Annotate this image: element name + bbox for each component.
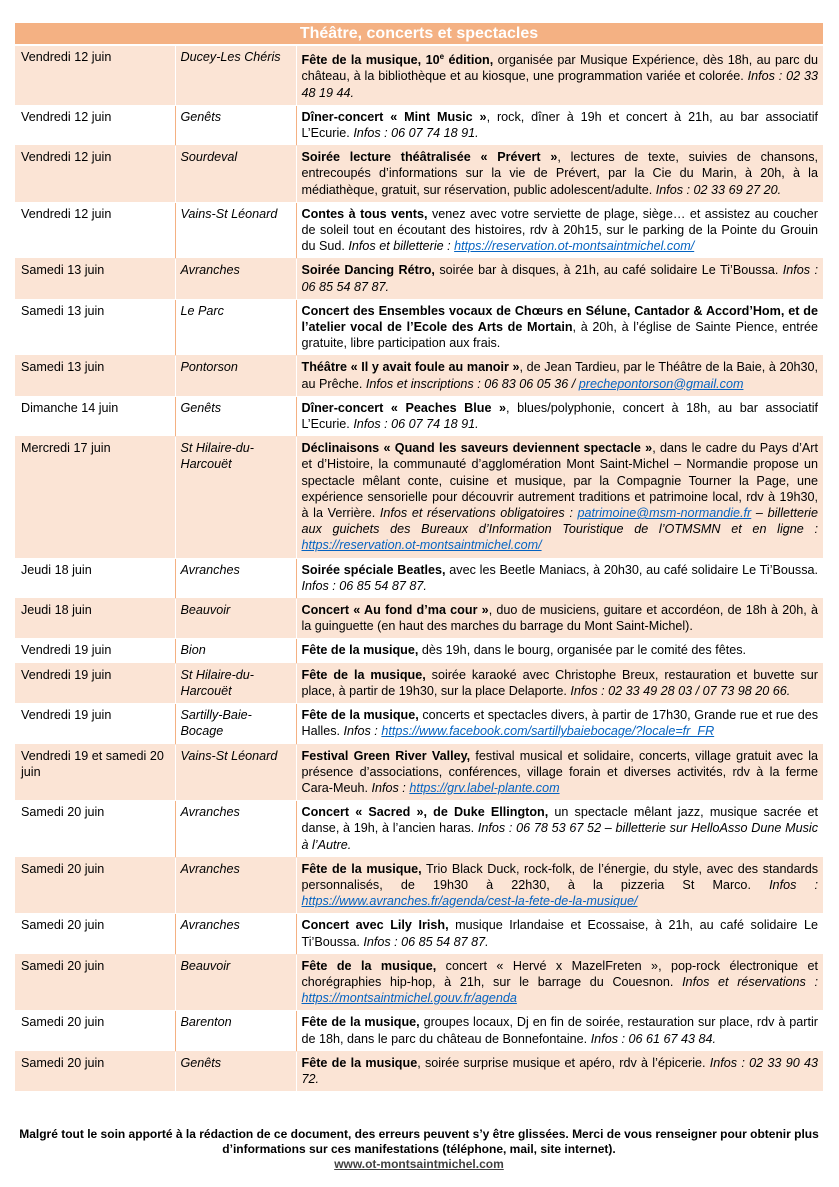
event-date: Vendredi 12 juin (15, 202, 175, 259)
event-place: Beauvoir (175, 954, 296, 1011)
event-info: Infos : 06 85 54 87 87. (301, 263, 818, 294)
event-text: , rock, dîner à 19h et concert à 21h, au bar associatif L’Ecurie. (301, 109, 818, 140)
event-description (296, 1011, 823, 1051)
event-place: Ducey-Les Chéris (175, 46, 296, 105)
table-row (15, 299, 823, 356)
event-text: organisée par Musique Expérience, dès 18h, au parc du château, à la bibliothèque et au kiosque, une programmation variée et colorée. (301, 53, 818, 84)
event-title: Fête de la musique (301, 1055, 418, 1070)
event-info: Infos et réservations obligatoires : (379, 506, 578, 521)
event-place: Barenton (175, 1011, 296, 1051)
event-title: Fête de la musique, (301, 861, 422, 876)
event-place: Avranches (175, 914, 296, 954)
event-place: Pontorson (175, 356, 296, 396)
event-place: Genêts (175, 396, 296, 436)
event-date: Samedi 20 juin (15, 1011, 175, 1051)
event-description (296, 857, 823, 914)
table-row (15, 46, 823, 105)
event-title: Concert des Ensembles vocaux de Chœurs en Sélune, Cantador & Accord’Hom, et de l’atelier vocal de l’Ecole des Arts de Mortain (301, 303, 818, 335)
event-place: St Hilaire-du-Harcouët (175, 437, 296, 558)
event-title: Festival Green River Valley, (301, 748, 471, 763)
event-link[interactable]: https://www.avranches.fr/agenda/cest-la-fete-de-la-musique/ (301, 894, 638, 909)
event-title: Fête de la musique, (301, 1015, 420, 1030)
event-info: Infos : 06 07 74 18 91. (353, 417, 479, 432)
event-description (296, 704, 823, 744)
event-title: Fête de la musique, (301, 643, 419, 658)
event-info: Infos : 02 33 90 43 72. (301, 1055, 818, 1086)
event-title: Concert « Au fond d’ma cour » (301, 603, 489, 618)
footer-website-link[interactable]: www.ot-montsaintmichel.com (334, 1157, 504, 1171)
event-date: Mercredi 17 juin (15, 437, 175, 558)
event-description (296, 914, 823, 954)
event-date: Samedi 20 juin (15, 801, 175, 858)
event-text: dès 19h, dans le bourg, organisée par le comité des fêtes. (418, 643, 747, 658)
event-text: un spectacle mêlant jazz, musique sacrée et danse, à 19h, à l’ancien haras. (301, 805, 818, 836)
event-info: Infos et réservations : (682, 974, 818, 989)
event-date: Samedi 20 juin (15, 954, 175, 1011)
event-info: Infos : (371, 780, 410, 795)
event-description (296, 954, 823, 1011)
event-place: Sartilly-Baie-Bocage (175, 704, 296, 744)
event-description (296, 146, 823, 203)
event-text: , à 20h, à l’église de Sainte Pience, entrée gratuite, libre participation aux frais. (301, 320, 818, 351)
event-place: Vains-St Léonard (175, 202, 296, 259)
event-description (296, 356, 823, 396)
table-row (15, 801, 823, 858)
event-description (296, 396, 823, 436)
event-info: Infos : 06 61 67 43 84. (590, 1031, 717, 1046)
event-text: , dans le cadre du Pays d’Art et d’Histoire, la communauté d’agglomération Mont Saint-Michel – Normandie propose un spectacle mêlant conte, cuisine et musique, par la Compagnie Tourner la Page, une expérience sensorielle pour découvrir autrement traditions et patrimoine local, rdv à 19h30, à la Verrière. (301, 441, 818, 521)
event-description (296, 46, 823, 105)
table-row (15, 437, 823, 558)
event-title: Déclinaisons « Quand les saveurs deviennent spectacle » (301, 441, 653, 456)
event-info: Infos : 06 78 53 67 52 – billetterie sur HelloAsso Dune Music à l’Autre. (301, 821, 818, 852)
table-row (15, 105, 823, 145)
event-description (296, 1051, 823, 1091)
event-date: Vendredi 12 juin (15, 146, 175, 203)
event-title: Dîner-concert « Peaches Blue » (301, 400, 507, 415)
event-description (296, 299, 823, 356)
table-row (15, 1051, 823, 1091)
event-date: Vendredi 19 juin (15, 704, 175, 744)
event-text: , blues/polyphonie, concert à 18h, au bar associatif L’Ecurie. (301, 400, 818, 432)
event-place: Genêts (175, 1051, 296, 1091)
event-text: avec les Beetle Maniacs, à 20h30, au café solidaire Le Ti’Boussa. (445, 562, 818, 577)
table-row (15, 744, 823, 801)
table-row (15, 146, 823, 203)
event-description (296, 259, 823, 299)
event-description (296, 599, 823, 639)
event-link[interactable]: https://www.facebook.com/sartillybaiebocage/?locale=fr_FR (381, 724, 715, 739)
event-place: Genêts (175, 105, 296, 145)
table-row (15, 558, 823, 598)
event-place: Avranches (175, 558, 296, 598)
event-date: Dimanche 14 juin (15, 396, 175, 436)
event-place: Bion (175, 639, 296, 663)
event-title: Fête de la musique, (301, 667, 426, 682)
event-title: Fête de la musique, (301, 958, 437, 973)
event-title: Fête de la musique, 10 (301, 53, 440, 68)
event-text: concerts et spectacles divers, à partir de 17h30, Grande rue et rue des Halles. (301, 708, 818, 739)
event-description (296, 663, 823, 703)
event-title: Soirée lecture théâtralisée « Prévert » (301, 150, 558, 165)
event-title: Soirée Dancing Rétro, (301, 263, 435, 278)
event-link[interactable]: patrimoine@msm-normandie.fr (577, 506, 752, 521)
event-place: Avranches (175, 857, 296, 914)
event-date: Vendredi 19 et samedi 20 juin (15, 744, 175, 801)
event-place: Vains-St Léonard (175, 744, 296, 801)
table-row (15, 639, 823, 663)
event-date: Samedi 13 juin (15, 259, 175, 299)
event-info: Infos : 02 33 69 27 20. (655, 182, 782, 197)
event-text: Trio Black Duck, rock-folk, de l’énergie, du style, avec des standards personnalisés, de 19h30 à 22h30, à la pizzeria St Marco. (301, 861, 819, 892)
table-row (15, 396, 823, 436)
event-description (296, 437, 823, 558)
table-row (15, 914, 823, 954)
event-text: soirée karaoké avec Christophe Breux, restauration et buvette sur place, à partir de 19h30, sur la place Delaporte. (301, 667, 818, 698)
event-text-superscript: e (439, 52, 445, 61)
event-place: Avranches (175, 801, 296, 858)
event-date: Vendredi 19 juin (15, 663, 175, 703)
table-row (15, 356, 823, 396)
event-info: Infos et inscriptions : 06 83 06 05 36 / (365, 376, 579, 391)
event-link[interactable]: https://reservation.ot-montsaintmichel.com/ (301, 538, 542, 553)
event-description (296, 801, 823, 858)
event-title: Théâtre « Il y avait foule au manoir » (301, 360, 520, 375)
event-date: Jeudi 18 juin (15, 599, 175, 639)
event-text: festival musical et solidaire, concerts, village gratuit avec la présence d’associations, conférences, village forain et diverses activités, rdv à la ferme Cara-Meuh. (301, 748, 818, 795)
event-link[interactable]: https://montsaintmichel.gouv.fr/agenda (301, 991, 517, 1006)
table-row (15, 704, 823, 744)
event-place: Beauvoir (175, 599, 296, 639)
event-description (296, 744, 823, 801)
table-row (15, 1011, 823, 1051)
event-date: Vendredi 12 juin (15, 46, 175, 105)
event-info: Infos : 02 33 48 19 44. (301, 69, 818, 100)
event-link[interactable]: https://grv.label-plante.com (409, 780, 560, 795)
event-info: Infos : 06 85 54 87 87. (301, 578, 427, 593)
table-row (15, 202, 823, 259)
event-title: Dîner-concert « Mint Music » (301, 109, 487, 124)
event-link[interactable]: https://reservation.ot-montsaintmichel.com/ (454, 239, 695, 254)
event-text: , de Jean Tardieu, par le Théâtre de la Baie, à 20h30, au Prêche. (301, 360, 818, 391)
event-text: venez avec votre serviette de plage, siège… et assistez au coucher de soleil tout en écoutant des histoires, rdv à 20h15, sur le parking de la Pointe du Grouin du Sud. (301, 206, 818, 254)
event-place: Le Parc (175, 299, 296, 356)
event-info: Infos : (769, 877, 818, 892)
event-info: Infos : 02 33 49 28 03 / 07 73 98 20 66. (570, 683, 791, 698)
section-title: Théâtre, concerts et spectacles (15, 23, 823, 44)
event-date: Samedi 20 juin (15, 914, 175, 954)
event-description (296, 202, 823, 259)
event-text: , lectures de texte, suivies de chansons, entrecoupés d’informations sur la vie de Prévert, par la Cie du Marin, à 20h, à la médiathèque, gratuit, sur réservation, public adolescent/adulte. (301, 150, 819, 197)
event-title: Soirée spéciale Beatles, (301, 562, 446, 577)
event-info: Infos : 06 07 74 18 91. (353, 126, 479, 140)
event-place: St Hilaire-du-Harcouët (175, 663, 296, 703)
table-row (15, 663, 823, 703)
table-row (15, 954, 823, 1011)
events-table-body (15, 46, 823, 1092)
event-info: Infos : 06 85 54 87 87. (363, 934, 489, 949)
event-title: Contes à tous vents, (301, 206, 428, 221)
table-row (15, 857, 823, 914)
event-description (296, 639, 823, 663)
event-date: Vendredi 12 juin (15, 105, 175, 145)
table-row (15, 259, 823, 299)
footer (15, 1127, 823, 1172)
events-table (15, 46, 823, 1092)
event-title: édition, (444, 53, 494, 68)
event-info: Infos : (343, 724, 382, 739)
event-description (296, 105, 823, 145)
event-date: Samedi 20 juin (15, 1051, 175, 1091)
table-row (15, 599, 823, 639)
event-text: groupes locaux, Dj en fin de soirée, restauration sur place, rdv à partir de 18h, dans le parc du château de Bonnefontaine. (301, 1015, 818, 1046)
event-date: Samedi 13 juin (15, 356, 175, 396)
event-text: soirée bar à disques, à 21h, au café solidaire Le Ti’Boussa. (434, 263, 783, 278)
event-title: Concert « Sacred », de Duke Ellington, (301, 805, 549, 820)
event-date: Jeudi 18 juin (15, 558, 175, 598)
event-link[interactable]: prechepontorson@gmail.com (578, 376, 744, 391)
event-text: , duo de musiciens, guitare et accordéon, de 18h à 20h, à la guinguette (en haut des marches du barrage du Mont Saint-Michel). (301, 603, 818, 634)
event-title: Fête de la musique, (301, 708, 419, 723)
event-date: Samedi 13 juin (15, 299, 175, 356)
event-place: Sourdeval (175, 146, 296, 203)
event-title: Concert avec Lily Irish, (301, 918, 449, 933)
event-text: concert « Hervé x MazelFreten », pop-rock électronique et chorégraphies hip-hop, à 21h, sur le barrage du Couesnon. (301, 958, 819, 989)
event-date: Samedi 20 juin (15, 857, 175, 914)
footer-disclaimer: Malgré tout le soin apporté à la rédaction de ce document, des erreurs peuvent s’y être glissées. Merci de vous renseigner pour obtenir plus d’informations sur ces manifestations (téléphone, mail, site internet). (19, 1127, 819, 1156)
event-place: Avranches (175, 259, 296, 299)
event-date: Vendredi 19 juin (15, 639, 175, 663)
event-description (296, 558, 823, 598)
event-info: Infos et billetterie : (348, 239, 455, 254)
event-text: musique Irlandaise et Ecossaise, à 21h, au café solidaire Le Ti’Boussa. (301, 918, 818, 949)
event-info: – billetterie aux guichets des Bureaux d’Information Touristique de l’OTMSMN et en ligne : (301, 506, 818, 537)
event-text: , soirée surprise musique et apéro, rdv à l’épicerie. (417, 1055, 710, 1070)
